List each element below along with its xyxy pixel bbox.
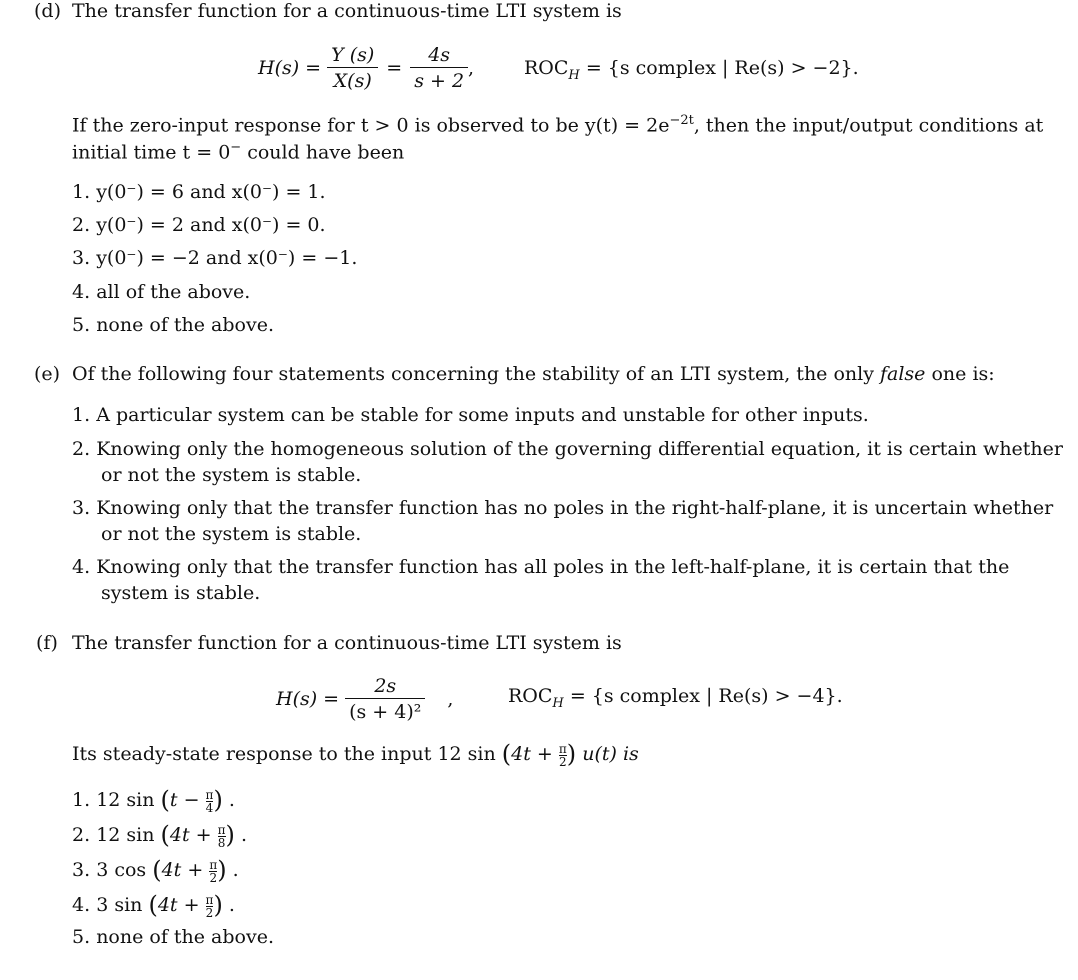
part-e-option-continuation: or not the system is stable.: [101, 464, 362, 486]
part-d-option: 1. y(0⁻) = 6 and x(0⁻) = 1.: [72, 181, 326, 203]
part-d-option: 5. none of the above.: [72, 314, 274, 336]
h-lhs: H(s) =: [258, 57, 322, 79]
part-d-intro: The transfer function for a continuous-time LTI system is: [72, 0, 622, 22]
part-e-option-continuation: system is stable.: [101, 582, 261, 604]
part-f-intro: The transfer function for a continuous-time LTI system is: [72, 632, 622, 654]
part-d-roc: $ROC_H = \{s$ complex | Re(s) > −2}.: [524, 57, 859, 83]
h-lhs: H(s) =: [276, 688, 340, 710]
part-f-option: 4. 3 sin (4t + $\frac{\pi}{2}$ ) .: [72, 891, 235, 920]
part-e-label: (e): [34, 363, 61, 385]
equals-sign: =: [386, 57, 403, 79]
part-f-label: (f): [36, 632, 58, 654]
part-d-label: (d): [34, 0, 61, 22]
part-e-option: 2. Knowing only the homogeneous solution of the governing differential equation, it is certain whether: [72, 438, 1063, 460]
part-d-transfer-equation: [258, 38, 474, 98]
part-e-option: 3. Knowing only that the transfer function has no poles in the right-half-plane, it is uncertain whether: [72, 497, 1054, 519]
part-d-option: 2. y(0⁻) = 2 and x(0⁻) = 0.: [72, 214, 326, 236]
part-f-transfer-equation: [276, 668, 453, 730]
part-e-option: 4. Knowing only that the transfer function has all poles in the left-half-plane, it is certain that the: [72, 556, 1010, 578]
transfer-fraction: $\frac{4s}{s + 2}$: [410, 44, 468, 92]
part-f-roc: $ROC_H = \{s$ complex | Re(s) > −4}.: [508, 685, 843, 711]
part-f-option: 1. 12 sin (t − $\frac{\pi}{4}$ ) .: [72, 786, 235, 815]
y-over-x-fraction: $\frac{Y (s)}{X(s)}$: [327, 44, 378, 92]
fraction-comma: ,: [447, 688, 454, 710]
part-e-option-continuation: or not the system is stable.: [101, 523, 362, 545]
part-f-option: 2. 12 sin (4t + $\frac{\pi}{8}$ ) .: [72, 821, 247, 850]
part-f-option: 5. none of the above.: [72, 926, 274, 948]
fraction-comma: ,: [468, 57, 475, 79]
part-d-option: 4. all of the above.: [72, 281, 251, 303]
part-d-question-line-1: If the zero-input response for t > 0 is observed to be $y(t) = 2e^{-2t}$, then the input/output conditions at: [72, 113, 1044, 137]
part-e-option: 1. A particular system can be stable for some inputs and unstable for other inputs.: [72, 404, 869, 426]
part-d-question-line-2: initial time t = 0− could have been: [72, 140, 405, 164]
part-e-intro: Of the following four statements concerning the stability of an LTI system, the only false one is:: [72, 363, 995, 385]
transfer-fraction: $\frac{2s}{\text{(s + 4)²}}$: [345, 675, 425, 723]
part-f-option: 3. 3 cos (4t + $\frac{\pi}{2}$ ) .: [72, 856, 239, 885]
part-d-option: 3. y(0⁻) = −2 and x(0⁻) = −1.: [72, 247, 358, 269]
part-f-steady-state-question: Its steady-state response to the input 12 sin (4t + $\frac{\pi}{2}$ ) u(t) is: [72, 740, 639, 769]
